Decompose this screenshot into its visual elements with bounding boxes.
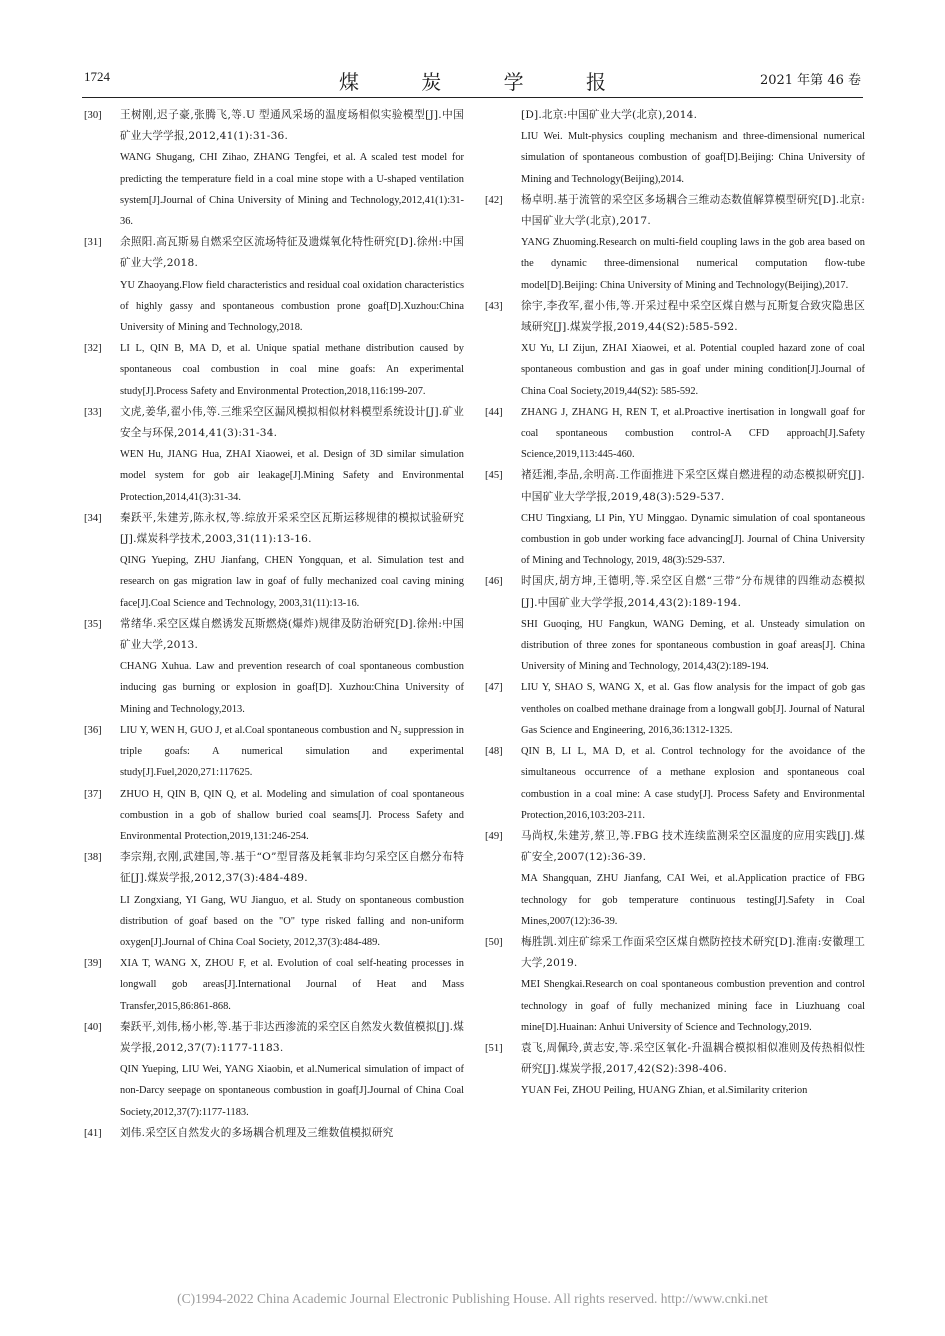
- reference-text: [120, 614, 464, 720]
- reference-text: [120, 1017, 464, 1123]
- reference-line: 李宗翔,衣刚,武建国,等.基于“O”型冒落及耗氧非均匀采空区自燃分布特征[J].煤炭学报,2012,37(3):484-489.: [120, 851, 464, 885]
- reference-entry: [485, 826, 865, 932]
- reference-text: [521, 105, 865, 190]
- reference-text: [521, 296, 865, 402]
- reference-line: MA Shangquan, ZHU Jianfang, CAI Wei, et al.Application practice of FBG technology for gob temperature continuous testing[J].Safety in Coal Mines,2007(12):36-39.: [521, 873, 865, 927]
- reference-number: [37]: [84, 788, 102, 800]
- reference-line: QING Yueping, ZHU Jianfang, CHEN Yongquan, et al. Simulation test and research on gas migration law in goaf of fully mechanized coal caving mining face[J].Coal Science and Technology, 2003,31(11):13-16.: [120, 555, 464, 609]
- reference-text: [120, 784, 464, 848]
- reference-entry: [485, 677, 865, 741]
- reference-text: [521, 932, 865, 1038]
- reference-entry: [84, 232, 464, 338]
- reference-line: [D].北京:中国矿业大学(北京),2014.: [521, 109, 698, 121]
- reference-number: [40]: [84, 1021, 102, 1033]
- reference-text: [120, 232, 464, 338]
- reference-line: CHANG Xuhua. Law and prevention research of coal spontaneous combustion inducing gas burning or explosion in goaf[D]. Xuzhou:China University of Mining and Technology,2013.: [120, 661, 464, 715]
- reference-text: [521, 826, 865, 932]
- reference-line: 秦跃平,刘伟,杨小彬,等.基于非达西渗流的采空区自然发火数值模拟[J].煤炭学报,2012,37(7):1177-1183.: [120, 1020, 464, 1054]
- reference-line: YANG Zhuoming.Research on multi-field coupling laws in the gob area based on the dynamic three-dimensional numerical computation flow-tube model[D].Beijing: China University of Mining and Technology(Beijing),2017.: [521, 237, 865, 291]
- reference-line: 马尚权,朱建芳,蔡卫,等.FBG 技术连续监测采空区温度的应用实践[J].煤矿安全,2007(12):36-39.: [521, 829, 865, 864]
- reference-number: [51]: [485, 1042, 503, 1054]
- reference-text: [521, 190, 865, 296]
- reference-text: [120, 953, 464, 1017]
- reference-line: YU Zhaoyang.Flow field characteristics and residual coal oxidation characteristics of highly gassy and spontaneous combustion prone goaf[D].Xuzhou:China University of Mining and Technology,2018.: [120, 279, 464, 334]
- reference-line: XIA T, WANG X, ZHOU F, et al. Evolution of coal self-heating processes in longwall gob areas[J].International Journal of Heat and Mass Transfer,2015,86:861-868.: [120, 958, 464, 1012]
- reference-text: [120, 402, 464, 508]
- reference-line: QIN B, LI L, MA D, et al. Control technology for the avoidance of the simultaneous occurrence of a methane explosion and spontaneous coal combustion in a coal mine: A case study[J]. Process Safety and Environmental Protection,2016,103:203-211.: [521, 746, 865, 821]
- reference-entry: [485, 190, 865, 296]
- reference-number: [46]: [485, 576, 503, 588]
- reference-number: [42]: [485, 194, 503, 206]
- reference-number: [44]: [485, 406, 503, 418]
- reference-entry: [84, 402, 464, 508]
- reference-line: 杨卓明.基于流管的采空区多场耦合三维动态数值解算模型研究[D].北京:中国矿业大学(北京),2017.: [521, 193, 865, 228]
- reference-text: [120, 847, 464, 953]
- reference-number: [47]: [485, 682, 503, 694]
- reference-entry: [84, 614, 464, 720]
- reference-entry: [84, 105, 464, 232]
- page-header: [82, 66, 863, 96]
- reference-line: ZHANG J, ZHANG H, REN T, et al.Proactive inertisation in longwall goaf for coal spontaneous combustion control-A CFD approach[J].Safety Science,2019,113:445-460.: [521, 406, 865, 461]
- reference-line: LI Zongxiang, YI Gang, WU Jianguo, et al. Study on spontaneous combustion distribution of goaf based on the "O" type risked falling and non-uniform oxygen[J].Journal of China Coal Society, 2012,37(3):484-489.: [120, 894, 464, 948]
- reference-entry: [485, 105, 865, 190]
- reference-line: 文虎,姜华,翟小伟,等.三维采空区漏风模拟相似材料模型系统设计[J].矿业安全与环保,2014,41(3):31-34.: [120, 405, 464, 440]
- reference-entry: [485, 741, 865, 826]
- reference-number: [41]: [84, 1127, 102, 1139]
- reference-line: 常绪华.采空区煤自燃诱发瓦斯燃烧(爆炸)规律及防治研究[D].徐州:中国矿业大学,2013.: [120, 617, 464, 652]
- reference-line: 秦跃平,朱建芳,陈永权,等.综放开采采空区瓦斯运移规律的模拟试验研究[J].煤炭科学技术,2003,31(11):13-16.: [120, 511, 464, 546]
- reference-line: LI L, QIN B, MA D, et al. Unique spatial methane distribution caused by spontaneous coal combustion in coal mine goafs: An experimental study[J].Process Safety and Environmental Protection,2018,116:199-207.: [120, 343, 464, 397]
- reference-entry: [485, 296, 865, 402]
- reference-text: [521, 741, 865, 826]
- reference-number: [33]: [84, 406, 102, 418]
- year-volume: 2021 年第 46 卷: [759, 73, 861, 88]
- reference-number: [39]: [84, 958, 102, 970]
- reference-number: [36]: [84, 724, 102, 736]
- reference-entry: [485, 465, 865, 571]
- reference-entry: [84, 953, 464, 1017]
- journal-title: 煤 炭 学 报: [338, 70, 635, 94]
- reference-line: XU Yu, LI Zijun, ZHAI Xiaowei, et al. Potential coupled hazard zone of coal spontaneous combustion and gas in goaf under mining condition[J].Journal of China Coal Society,2019,44(S2): 585-592.: [521, 343, 865, 397]
- reference-line: ZHUO H, QIN B, QIN Q, et al. Modeling and simulation of coal spontaneous combustion in a gob of shallow buried coal seams[J]. Process Safety and Environmental Protection,2019,131:246-254.: [120, 788, 464, 842]
- reference-entry: [84, 1017, 464, 1123]
- reference-line: 刘伟.采空区自然发火的多场耦合机理及三维数值模拟研究: [120, 1126, 394, 1139]
- reference-number: [43]: [485, 300, 503, 312]
- reference-number: [49]: [485, 830, 503, 842]
- reference-text: [120, 338, 464, 402]
- page-number: 1724: [84, 69, 110, 84]
- reference-entry: [84, 720, 464, 784]
- reference-line: 梅胜凯.刘庄矿综采工作面采空区煤自燃防控技术研究[D].淮南:安徽理工大学,2019.: [521, 935, 865, 970]
- reference-entry: [485, 571, 865, 677]
- reference-entry: [84, 784, 464, 848]
- reference-text: [521, 402, 865, 466]
- reference-number: [48]: [485, 746, 503, 758]
- reference-text: [120, 105, 464, 232]
- reference-line: 王树刚,迟子豪,张腾飞,等.U 型通风采场的温度场相似实验模型[J].中国矿业大学学报,2012,41(1):31-36.: [120, 109, 464, 143]
- reference-number: [485, 105, 521, 190]
- reference-line: 时国庆,胡方坤,王德明,等.采空区自燃“三带”分布规律的四维动态模拟[J].中国矿业大学学报,2014,43(2):189-194.: [521, 575, 865, 609]
- reference-number: [30]: [84, 110, 102, 121]
- reference-column-left: [84, 105, 464, 1144]
- reference-number: [50]: [485, 936, 503, 948]
- reference-entry: [485, 932, 865, 1038]
- reference-text: [120, 720, 464, 784]
- reference-line: 徐宇,李孜军,翟小伟,等.开采过程中采空区煤自燃与瓦斯复合致灾隐患区域研究[J].煤炭学报,2019,44(S2):585-592.: [521, 299, 865, 334]
- reference-entry: [84, 847, 464, 953]
- reference-entry: [485, 1038, 865, 1102]
- reference-line: SHI Guoqing, HU Fangkun, WANG Deming, et al. Unsteady simulation on distribution of three zones for spontaneous combustion in goaf areas[J]. China University of Mining and Technology, 2014,43(2):189-194.: [521, 618, 865, 673]
- reference-number: [34]: [84, 512, 102, 524]
- reference-number: [38]: [84, 852, 102, 864]
- reference-line: LIU Wei. Mult-physics coupling mechanism and three-dimensional numerical simulation of spontaneous combustion of goaf[D].Beijing: China University of Mining and Technology(Beijing),2014.: [521, 131, 865, 185]
- reference-text: [521, 465, 865, 571]
- reference-number: [32]: [84, 343, 102, 355]
- reference-line: QIN Yueping, LIU Wei, YANG Xiaobin, et al.Numerical simulation of impact of non-Darcy seepage on spontaneous combustion in goaf[J].Journal of China Coal Society,2012,37(7):1177-1183.: [120, 1064, 464, 1118]
- reference-column-right: [485, 105, 865, 1102]
- reference-entry: [84, 508, 464, 614]
- reference-number: [35]: [84, 618, 102, 630]
- reference-text: [521, 571, 865, 677]
- reference-line: LIU Y, SHAO S, WANG X, et al. Gas flow analysis for the impact of gob gas ventholes on coalbed methane drainage from a longwall gob[J]. Journal of Natural Gas Science and Engineering, 2016,36:1312-1325.: [521, 682, 865, 736]
- reference-line: CHU Tingxiang, LI Pin, YU Minggao. Dynamic simulation of coal spontaneous combustion in gob under working face advancing[J]. Journal of China University of Mining and Technology, 2019, 48(3):529-537.: [521, 512, 865, 567]
- reference-number: [31]: [84, 237, 102, 249]
- reference-line: LIU Y, WEN H, GUO J, et al.Coal spontaneous combustion and N₂ suppression in triple goafs: A numerical simulation and experimental study[J].Fuel,2020,271:117625.: [120, 724, 464, 779]
- reference-line: WEN Hu, JIANG Hua, ZHAI Xiaowei, et al. Design of 3D similar simulation model system for gob air leakage[J].Mining Safety and Environmental Protection,2014,41(3):31-34.: [120, 449, 464, 503]
- reference-entry: [84, 1123, 464, 1144]
- reference-line: MEI Shengkai.Research on coal spontaneous combustion prevention and control technology in goaf of fully mechanized mining face in Liuzhuang coal mine[D].Huainan: Anhui University of Science and Technology,2019.: [521, 979, 865, 1033]
- reference-line: YUAN Fei, ZHOU Peiling, HUANG Zhian, et al.Similarity criterion: [521, 1085, 808, 1097]
- reference-line: WANG Shugang, CHI Zihao, ZHANG Tengfei, et al. A scaled test model for predicting the temperature field in a coal mine stope with a U-shaped ventilation system[J].Journal of China University of Mining and Technology,2012,41(1):31-36.: [120, 152, 464, 228]
- reference-line: 褚廷湘,李品,余明高.工作面推进下采空区煤自燃进程的动态模拟研究[J].中国矿业大学学报,2019,48(3):529-537.: [521, 469, 865, 503]
- header-rule: [82, 97, 863, 98]
- reference-number: [45]: [485, 470, 503, 482]
- reference-text: [521, 677, 865, 741]
- reference-entry: [485, 402, 865, 466]
- reference-text: [120, 1123, 464, 1144]
- copyright-footer: (C)1994-2022 China Academic Journal Electronic Publishing House. All rights reserved. http://www.cnki.net: [177, 1291, 768, 1306]
- reference-entry: [84, 338, 464, 402]
- reference-line: 袁飞,周佩玲,黄志安,等.采空区氧化-升温耦合模拟相似准则及传热相似性研究[J].煤炭学报,2017,42(S2):398-406.: [521, 1041, 865, 1076]
- reference-text: [120, 508, 464, 614]
- reference-line: 余照阳.高瓦斯易自燃采空区流场特征及遗煤氧化特性研究[D].徐州:中国矿业大学,2018.: [120, 236, 464, 270]
- reference-text: [521, 1038, 865, 1102]
